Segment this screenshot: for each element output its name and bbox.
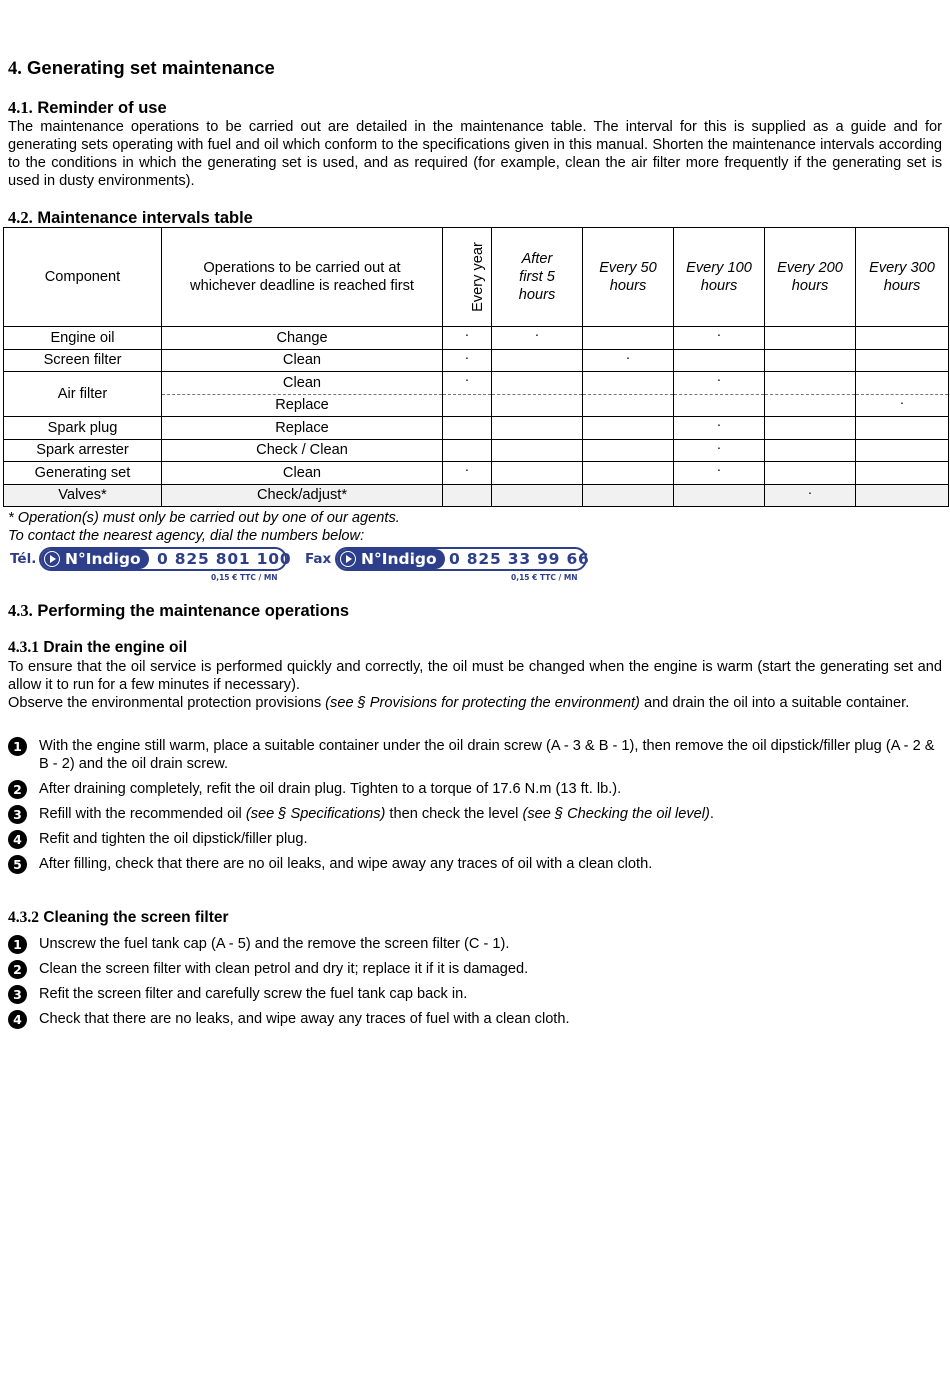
interval-mark: · — [625, 348, 631, 365]
step-text: . — [709, 806, 714, 822]
indigo-logo — [41, 549, 149, 569]
interval-cell — [443, 372, 492, 395]
interval-cell — [765, 372, 856, 395]
interval-cell — [583, 372, 674, 395]
component-cell: Spark plug — [4, 417, 162, 440]
interval-mark: · — [716, 326, 722, 343]
interval-mark: · — [534, 326, 540, 343]
component-cell: Spark arrester — [4, 439, 162, 462]
screen-filter-steps — [8, 935, 942, 1035]
interval-cell — [492, 372, 583, 395]
step-text: Refit and tighten the oil dipstick/filler plug. — [39, 831, 308, 847]
interval-cell — [674, 394, 765, 417]
list-item — [8, 1010, 942, 1035]
operation-cell: Check / Clean — [162, 439, 443, 462]
interval-cell — [583, 394, 674, 417]
table-row — [4, 462, 949, 485]
interval-cell — [674, 349, 765, 372]
oil-drain-steps — [8, 737, 942, 880]
interval-cell — [856, 327, 949, 350]
header-every-year-label: Every year — [469, 242, 486, 312]
step-number-icon: 1 — [8, 935, 27, 954]
interval-cell — [856, 417, 949, 440]
step-text: After filling, check that there are no oil leaks, and wipe away any traces of oil with a clean cloth. — [39, 856, 653, 872]
interval-cell — [674, 462, 765, 485]
fax-number-badge[interactable] — [335, 547, 590, 571]
header-first-5-hours: After first 5 hours — [492, 228, 583, 327]
interval-cell — [674, 327, 765, 350]
list-item — [8, 805, 942, 830]
interval-cell — [856, 439, 949, 462]
footnote-contact: To contact the nearest agency, dial the numbers below: — [8, 528, 365, 544]
interval-cell — [765, 439, 856, 462]
section-title: Reminder of use — [37, 99, 167, 117]
step-text: then check the level — [385, 806, 523, 822]
interval-cell — [492, 327, 583, 350]
section-title: Performing the maintenance operations — [37, 602, 350, 620]
step-text: Clean the screen filter with clean petrol and dry it; replace it if it is damaged. — [39, 961, 529, 977]
step-number-icon: 3 — [8, 985, 27, 1004]
interval-cell — [583, 349, 674, 372]
interval-cell — [492, 484, 583, 507]
section-4-3-heading — [8, 601, 942, 621]
operation-cell: Check/adjust* — [162, 484, 443, 507]
section-4-1-heading — [8, 98, 942, 118]
table-row — [4, 372, 949, 395]
interval-cell — [492, 349, 583, 372]
interval-cell — [443, 349, 492, 372]
step-text: Check that there are no leaks, and wipe away any traces of fuel with a clean cloth. — [39, 1011, 570, 1027]
cross-reference: (see § Checking the oil level) — [522, 806, 710, 822]
list-item — [8, 855, 942, 880]
section-number: 4.2. — [8, 208, 33, 227]
header-100-hours: Every 100 hours — [674, 228, 765, 327]
component-cell: Screen filter — [4, 349, 162, 372]
step-number-icon: 4 — [8, 830, 27, 849]
tel-number: 0 825 801 100 — [157, 550, 292, 568]
header-every-year — [443, 228, 492, 327]
interval-mark: · — [807, 483, 813, 500]
interval-cell — [492, 394, 583, 417]
brand-label: N°Indigo — [361, 550, 437, 568]
interval-mark: · — [716, 371, 722, 388]
tel-number-badge[interactable] — [39, 547, 292, 571]
maintenance-table — [3, 227, 949, 507]
interval-cell — [856, 484, 949, 507]
header-200-hours: Every 200 hours — [765, 228, 856, 327]
section-number: 4. — [8, 59, 22, 79]
header-50-hours: Every 50 hours — [583, 228, 674, 327]
interval-cell — [674, 439, 765, 462]
interval-cell — [583, 484, 674, 507]
table-row — [4, 349, 949, 372]
interval-cell — [443, 394, 492, 417]
section-title: Drain the engine oil — [43, 639, 188, 656]
interval-cell — [856, 349, 949, 372]
header-operations: Operations to be carried out at whichever deadline is reached first — [162, 228, 443, 327]
section-4-3-2-heading — [8, 909, 942, 927]
fax-price: 0,15 € TTC / MN — [511, 573, 578, 582]
table-row — [4, 417, 949, 440]
tel-label: Tél. — [10, 551, 37, 567]
interval-mark: · — [464, 348, 470, 365]
interval-cell — [443, 462, 492, 485]
component-cell: Air filter — [4, 372, 162, 417]
interval-mark: · — [464, 461, 470, 478]
step-text: After draining completely, refit the oil drain plug. Tighten to a torque of 17.6 N.m (13 ft. lb.). — [39, 781, 622, 797]
interval-cell — [856, 372, 949, 395]
interval-cell — [443, 439, 492, 462]
section-number: 4.3. — [8, 601, 33, 620]
interval-cell — [443, 417, 492, 440]
oil-environment-paragraph — [8, 694, 942, 712]
interval-mark: · — [464, 326, 470, 343]
table-row — [4, 327, 949, 350]
interval-cell — [856, 394, 949, 417]
section-4-heading — [8, 57, 275, 80]
interval-cell — [492, 462, 583, 485]
step-text: Refit the screen filter and carefully screw the fuel tank cap back in. — [39, 986, 468, 1002]
interval-cell — [443, 327, 492, 350]
interval-cell — [443, 484, 492, 507]
step-number-icon: 4 — [8, 1010, 27, 1029]
interval-cell — [856, 462, 949, 485]
step-text: With the engine still warm, place a suitable container under the oil drain screw (A - 3 & B - 1), then remove the oil dipstick/filler plug (A - 2 & B - 2) and the oil drain screw. — [39, 738, 935, 772]
interval-cell — [765, 484, 856, 507]
interval-cell — [583, 462, 674, 485]
interval-cell — [765, 417, 856, 440]
step-number-icon: 2 — [8, 780, 27, 799]
component-cell: Engine oil — [4, 327, 162, 350]
operation-cell: Change — [162, 327, 443, 350]
text-run: Observe the environmental protection provisions — [8, 695, 326, 711]
header-component: Component — [4, 228, 162, 327]
oil-intro-paragraph: To ensure that the oil service is performed quickly and correctly, the oil must be changed when the engine is warm (start the generating set and allow it to run for a few minutes if necessary). — [8, 659, 942, 693]
play-icon — [44, 551, 60, 567]
list-item — [8, 780, 942, 805]
step-number-icon: 1 — [8, 737, 27, 756]
indigo-logo — [337, 549, 445, 569]
play-icon — [340, 551, 356, 567]
cross-reference: (see § Specifications) — [245, 806, 386, 822]
interval-cell — [674, 372, 765, 395]
interval-cell — [765, 462, 856, 485]
interval-cell — [583, 439, 674, 462]
interval-cell — [583, 327, 674, 350]
section-number: 4.3.2 — [8, 909, 39, 926]
operation-cell: Replace — [162, 394, 443, 417]
interval-cell — [765, 349, 856, 372]
fax-number: 0 825 33 99 66 — [449, 550, 590, 568]
text-run: and drain the oil into a suitable container. — [639, 695, 910, 711]
step-number-icon: 5 — [8, 855, 27, 874]
section-4-2-heading — [8, 208, 942, 228]
table-row — [4, 439, 949, 462]
footnote-agents: * Operation(s) must only be carried out by one of our agents. — [8, 510, 400, 526]
section-number: 4.3.1 — [8, 639, 39, 656]
table-header-row — [4, 228, 949, 327]
list-item — [8, 935, 942, 960]
section-title: Cleaning the screen filter — [43, 909, 229, 926]
section-title: Generating set maintenance — [27, 57, 275, 78]
section-4-3-1-heading — [8, 639, 942, 657]
table-row — [4, 484, 949, 507]
interval-cell — [674, 417, 765, 440]
component-cell: Valves* — [4, 484, 162, 507]
brand-label: N°Indigo — [65, 550, 141, 568]
interval-mark: · — [716, 416, 722, 433]
interval-cell — [765, 327, 856, 350]
tel-price: 0,15 € TTC / MN — [211, 573, 278, 582]
operation-cell: Replace — [162, 417, 443, 440]
list-item — [8, 830, 942, 855]
contact-banner — [8, 545, 608, 585]
operation-cell: Clean — [162, 372, 443, 395]
section-title: Maintenance intervals table — [37, 209, 253, 227]
interval-cell — [765, 394, 856, 417]
interval-mark: · — [464, 371, 470, 388]
interval-mark: · — [899, 393, 905, 410]
operation-cell: Clean — [162, 462, 443, 485]
interval-cell — [674, 484, 765, 507]
interval-mark: · — [716, 461, 722, 478]
header-300-hours: Every 300 hours — [856, 228, 949, 327]
interval-mark: · — [716, 438, 722, 455]
list-item — [8, 737, 942, 780]
step-number-icon: 2 — [8, 960, 27, 979]
reminder-paragraph: The maintenance operations to be carried out are detailed in the maintenance table. The interval for this is supplied as a guide and for generating sets operating with fuel and oil which conform to the specifications given in this manual. Shorten the maintenance intervals according to the conditions in which the generating set is used, and as required (for example, clean the air filter more frequently if the generating set is used in dusty environments). — [8, 119, 942, 189]
component-cell: Generating set — [4, 462, 162, 485]
section-number: 4.1. — [8, 98, 33, 117]
list-item — [8, 960, 942, 985]
step-text: Unscrew the fuel tank cap (A - 5) and the remove the screen filter (C - 1). — [39, 936, 510, 952]
interval-cell — [492, 417, 583, 440]
operation-cell: Clean — [162, 349, 443, 372]
cross-reference: (see § Provisions for protecting the environment) — [325, 695, 640, 711]
step-number-icon: 3 — [8, 805, 27, 824]
fax-label: Fax — [305, 551, 332, 567]
step-text: Refill with the recommended oil — [39, 806, 246, 822]
interval-cell — [492, 439, 583, 462]
list-item — [8, 985, 942, 1010]
interval-cell — [583, 417, 674, 440]
